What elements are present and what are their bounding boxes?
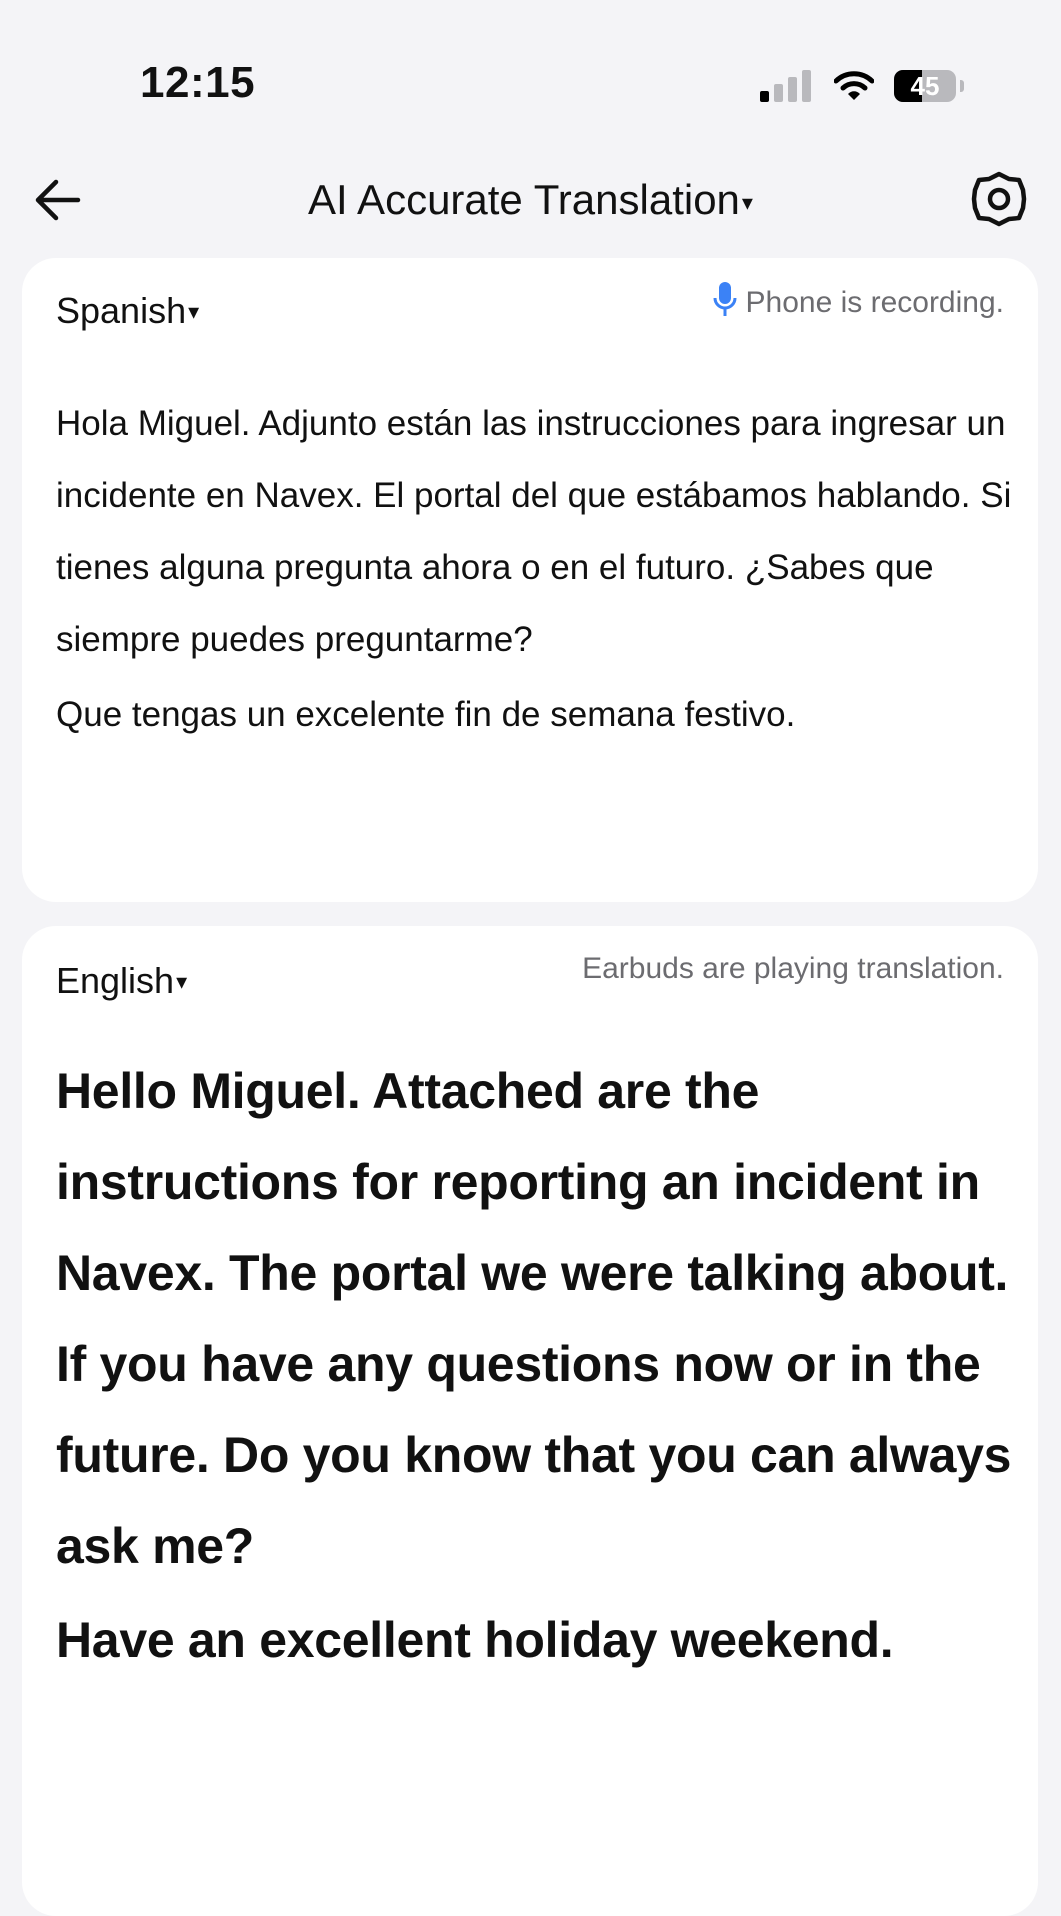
battery-icon [894, 70, 956, 102]
source-paragraph: Que tengas un excelente fin de semana festivo. [56, 695, 796, 734]
microphone-icon [712, 280, 738, 320]
source-panel [22, 258, 1038, 902]
battery-cap [960, 80, 964, 92]
settings-button[interactable] [970, 170, 1028, 228]
playback-status: Earbuds are playing translation. [582, 952, 1004, 985]
recording-status [712, 280, 1005, 320]
source-transcript [56, 388, 1016, 744]
source-language-label: Spanish [56, 290, 187, 331]
mode-selector[interactable] [0, 172, 1061, 231]
recording-status-text: Phone is recording. [745, 286, 1004, 319]
target-panel [22, 926, 1038, 1916]
translation-transcript [56, 1046, 1026, 1682]
target-language-label: English [56, 960, 175, 1001]
nav-bar [0, 150, 1061, 250]
status-bar [0, 0, 1061, 150]
chevron-down-icon: ▾ [176, 969, 188, 994]
battery-level: 45 [910, 71, 940, 101]
cellular-signal-icon [760, 68, 812, 102]
status-time: 12:15 [140, 58, 256, 107]
gear-icon [970, 170, 1028, 228]
source-paragraph: Hola Miguel. Adjunto están las instrucciones para ingresar un incidente en Navex. El portal del que estábamos hablando. Si tienes alguna pregunta ahora o en el futuro. ¿Sabes que siempre puedes preguntarme? [56, 404, 1012, 659]
source-language-selector[interactable] [56, 290, 199, 332]
translation-paragraph: Have an excellent holiday weekend. [56, 1612, 894, 1668]
page-title: AI Accurate Translation [308, 176, 740, 223]
wifi-icon [834, 70, 874, 107]
translation-paragraph: Hello Miguel. Attached are the instructions for reporting an incident in Navex. The portal we were talking about. If you have any questions now or in the future. Do you know that you can always ask me? [56, 1063, 1012, 1574]
target-language-selector[interactable] [56, 960, 187, 1002]
chevron-down-icon: ▾ [741, 190, 753, 215]
chevron-down-icon: ▾ [188, 299, 200, 324]
